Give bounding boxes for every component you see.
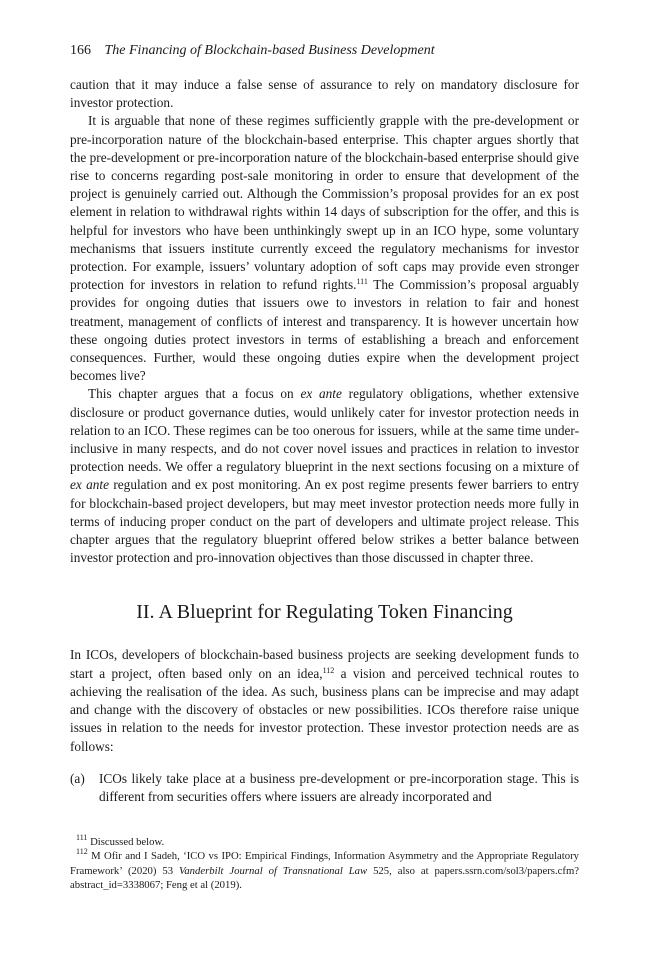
paragraph-text: regulatory obligations, whether extensive disclosure or product governance duties, would unlikely cater for investor protection needs in relation to an ICO. These regimes can be too onerous for issuers, while at the same time under-inclusive in many respects, and do not cover novel issues and practices in relation to investor protection needs. We offer a regulatory blueprint in the next sections focusing on a mixture of (70, 386, 579, 475)
footnote-number: 112 (76, 847, 88, 857)
paragraph (70, 385, 579, 567)
main-text (70, 76, 579, 806)
paragraph-text: This chapter argues that a focus on (88, 386, 301, 402)
paragraph (70, 646, 579, 755)
footnote-text: 525, also at papers.ssrn.com/sol3/papers.cfm?abstract_id=3338067; Feng et al (2019). (70, 864, 580, 891)
footnote (70, 835, 579, 849)
footnote (70, 849, 579, 892)
section-heading: II. A Blueprint for Regulating Token Financing (136, 601, 513, 624)
running-header (70, 43, 435, 59)
paragraph-text: regulation and ex post monitoring. An ex post regime presents fewer barriers to entry for blockchain-based project developers, but may meet investor protection needs more fully in terms of inducing proper conduct on the part of developers and ultimate project release. This chapter argues that the regulatory blueprint offered below strikes a better balance between investor protection and pro-innovation objectives than those discussed in chapter three. (70, 477, 579, 566)
paragraph-text: In ICOs, developers of blockchain-based business projects are seeking development funds to start a project, often based only on an idea, (70, 647, 579, 681)
footnote-ref: 111 (356, 277, 368, 287)
italic-term: ex ante (300, 386, 342, 402)
footnote-text: M Ofir and I Sadeh, ‘ICO vs IPO: Empirical Findings, Information Asymmetry and the Appropriate Regulatory Framework’ (2020) 53 (70, 850, 580, 877)
page-number: 166 (70, 43, 91, 58)
footnote-ref: 112 (322, 665, 335, 675)
running-title: The Financing of Blockchain-based Business Development (104, 43, 435, 58)
list-label: (a) (70, 770, 85, 786)
footnote-number: 111 (76, 833, 88, 842)
journal-title: Vanderbilt Journal of Transnational Law (178, 864, 368, 877)
paragraph (70, 112, 579, 385)
paragraph: caution that it may induce a false sense of assurance to rely on mandatory disclosure for investor protection. (70, 77, 579, 111)
list-text: ICOs likely take place at a business pre-development or pre-incorporation stage. This is different from securities offers where issuers are already incorporated and (99, 770, 579, 804)
footnote-text: Discussed below. (90, 836, 165, 848)
paragraph-text: The Commission’s proposal arguably provides for ongoing duties that issuers owe to investors in relation to fair and honest treatment, management of conflicts of interest and transparency. It is however uncertain how these ongoing duties protect investors in terms of establishing a breach and enforcement consequences. Further, would these ongoing duties expire when the development project becomes live? (70, 277, 579, 384)
paragraph-text: a vision and perceived technical routes to achieving the realisation of the idea. As such, business plans can be imprecise and may adapt and change with the discovery of obstacles or new possibilities. ICOs therefore raise unique issues in relation to the needs for investor protection. These investor protection needs are as follows: (70, 665, 579, 754)
paragraph-text: It is arguable that none of these regimes sufficiently grapple with the pre-development or pre-incorporation nature of the blockchain-based enterprise. This chapter argues shortly that the pre-development or pre-incorporation nature of the blockchain-based enterprise should give rise to concerns regarding post-sale monitoring in order to ensure that development of the project is genuinely carried out. Although the Commission’s proposal provides for an ex post element in relation to withdrawal rights within 14 days of subscription for the offer, and this is helpful for investors who have been unthinkingly swept up in an ICO hype, some voluntary mechanisms that issuers institute currently exceed the regulatory mechanisms for investor protection. For example, issuers’ voluntary adoption of soft caps may provide even stronger protection for investors in relation to refund rights. (70, 113, 579, 293)
footnotes (70, 835, 579, 892)
italic-term: ex ante (70, 477, 110, 493)
list-item (70, 770, 579, 806)
